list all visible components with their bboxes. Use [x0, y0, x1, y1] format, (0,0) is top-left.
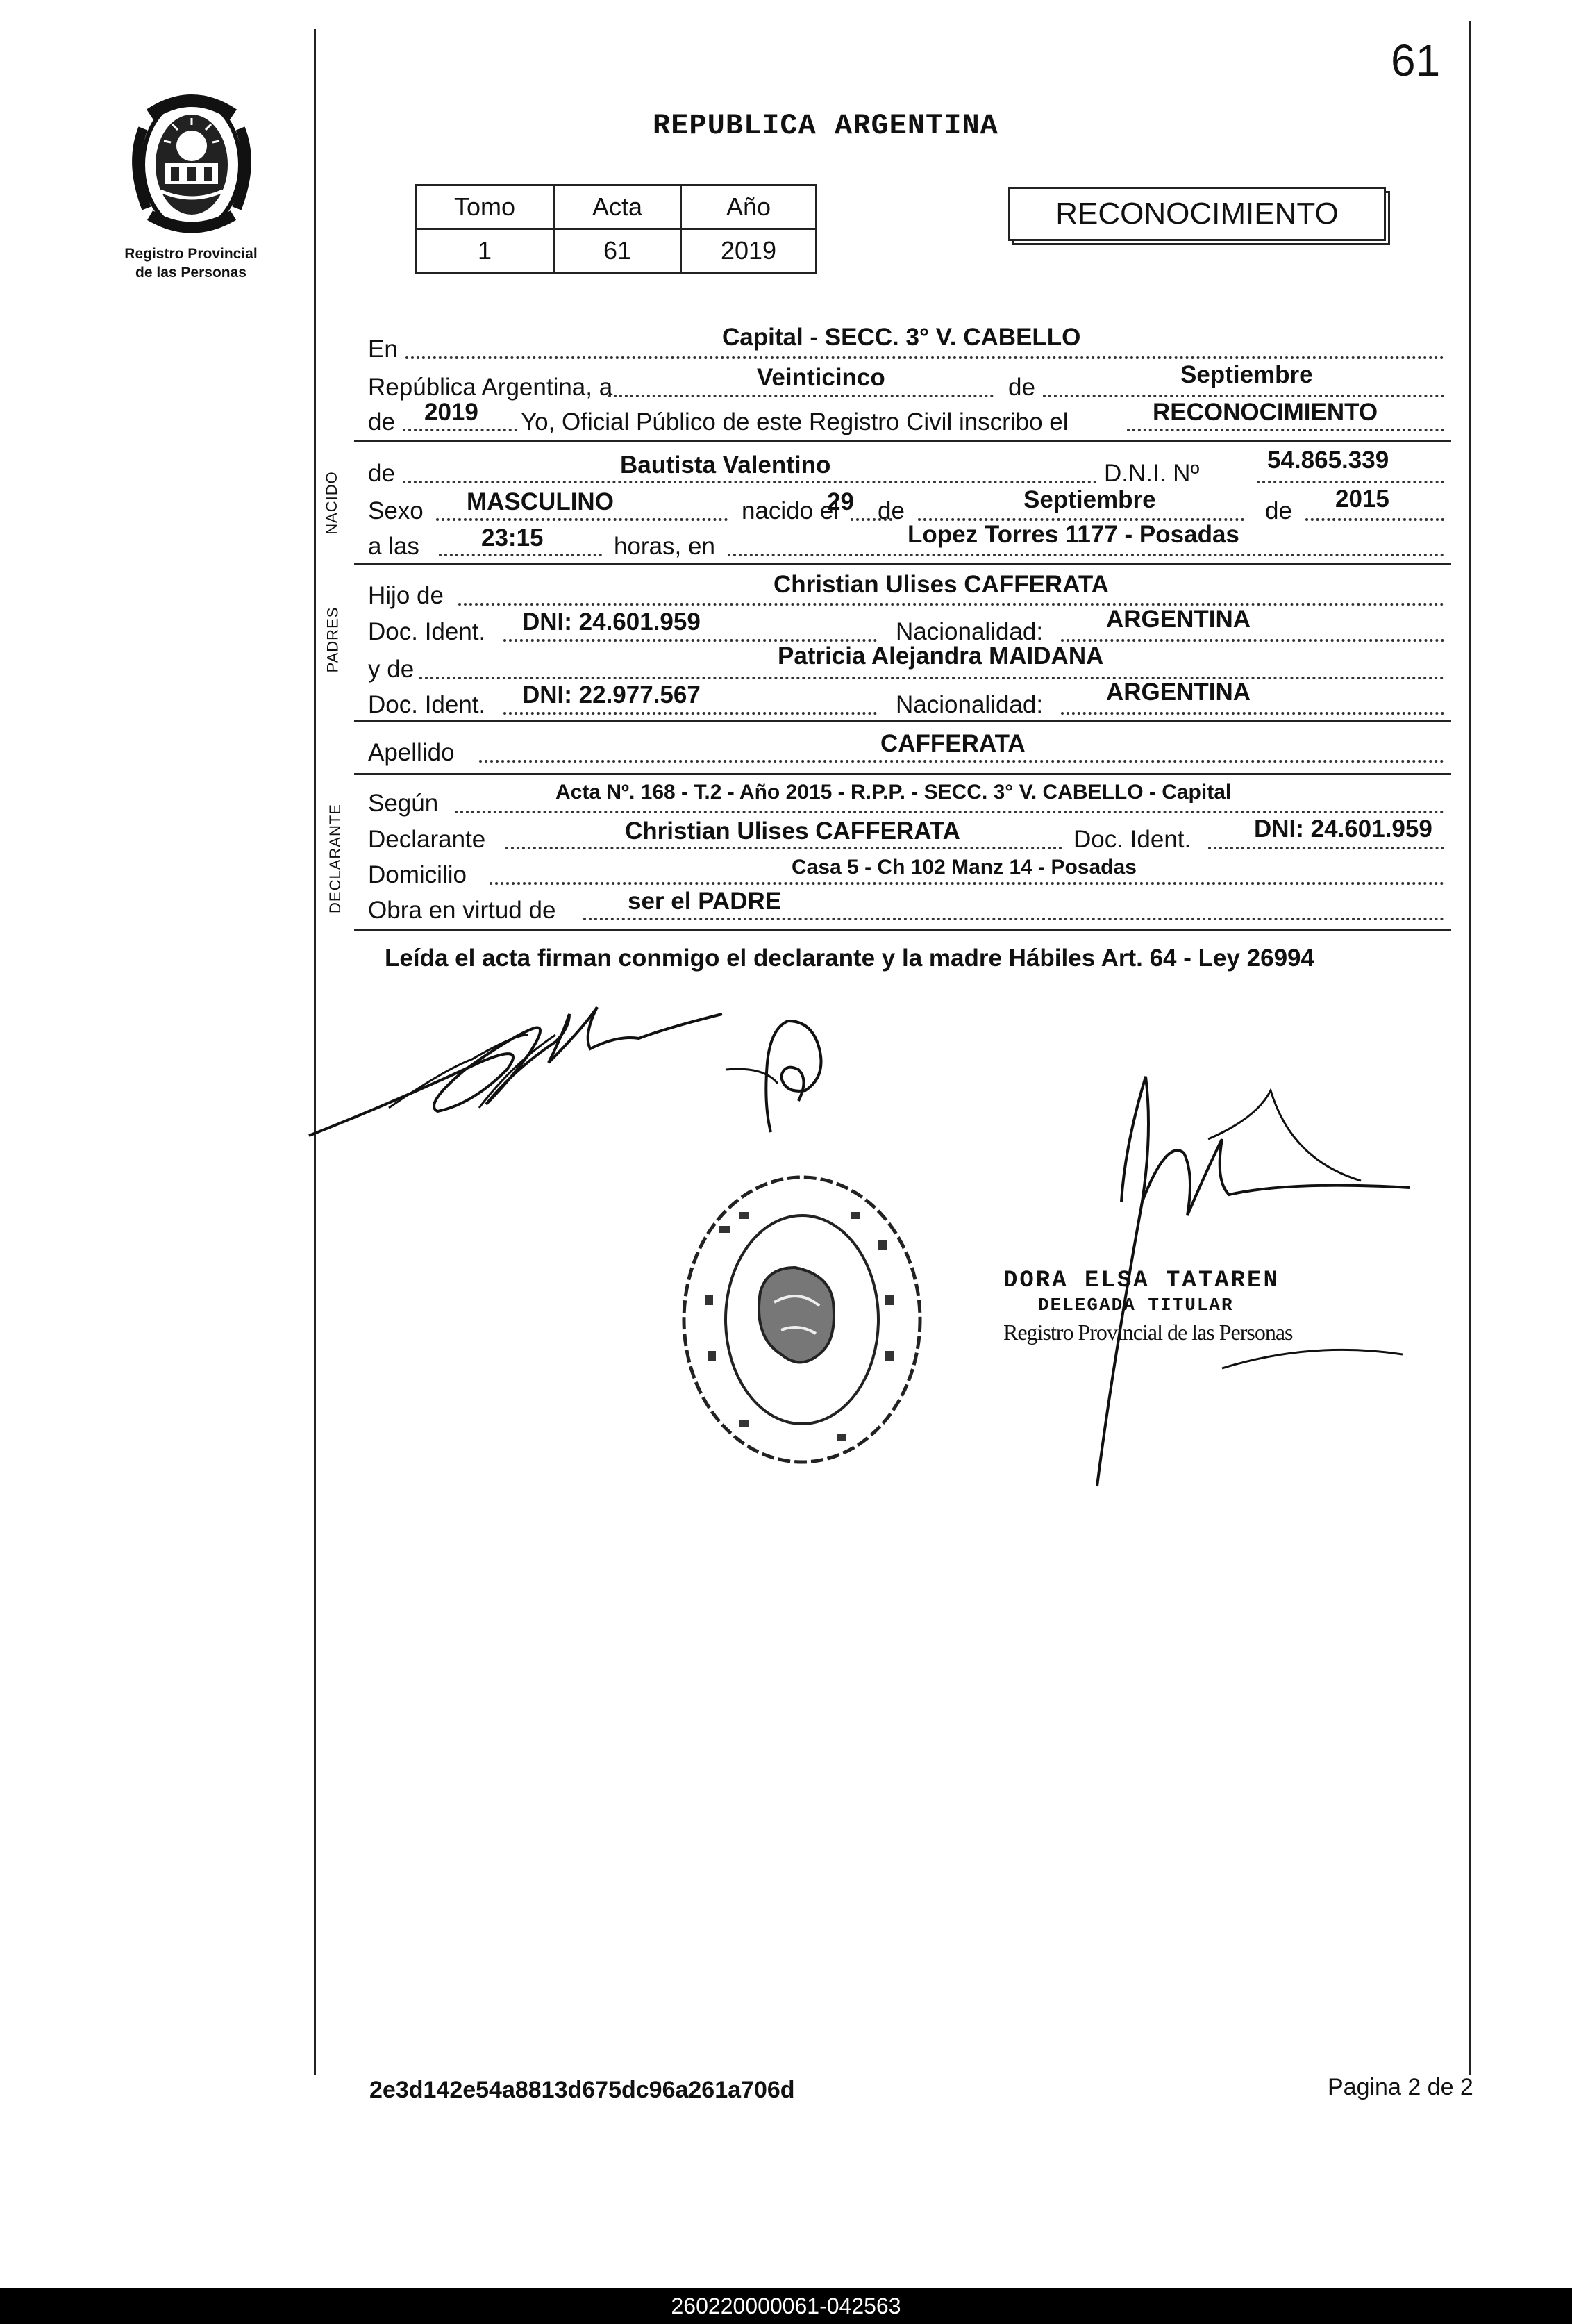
label-horas-en: horas, en	[614, 533, 715, 560]
value-padre-doc: DNI: 24.601.959	[522, 608, 701, 636]
value-nombre: Bautista Valentino	[620, 451, 831, 479]
side-label-nacido: NACIDO	[322, 471, 340, 535]
dots-sexo	[436, 518, 728, 521]
value-en: Capital - SECC. 3° V. CABELLO	[722, 324, 1081, 351]
value-acta: 61	[554, 229, 681, 273]
dots-month	[1043, 395, 1444, 397]
value-inscribo: RECONOCIMIENTO	[1153, 399, 1378, 426]
value-birth-day: 29	[827, 488, 854, 515]
label-de5: de	[1265, 497, 1292, 524]
dots-padre-doc	[503, 639, 877, 642]
value-anio: 2019	[681, 229, 817, 273]
dots-day	[608, 395, 994, 397]
right-margin-line	[1469, 21, 1471, 2075]
value-sexo: MASCULINO	[467, 488, 614, 515]
province-seal-icon	[122, 87, 261, 240]
separator-3	[354, 720, 1451, 722]
dots-year	[403, 429, 517, 431]
barcode-id: 260220000061-042563	[671, 2293, 901, 2318]
official-role: DELEGADA TITULAR	[1038, 1295, 1234, 1315]
label-nacionalidad2: Nacionalidad:	[896, 691, 1044, 718]
dots-padre-nac	[1061, 639, 1444, 642]
dots-dni	[1257, 481, 1444, 483]
dots-domicilio	[490, 882, 1444, 885]
declarant-signature	[306, 986, 736, 1146]
label-hijo-de: Hijo de	[368, 582, 444, 609]
registry-logo	[122, 87, 261, 240]
label-domicilio: Domicilio	[368, 861, 467, 888]
label-apellido: Apellido	[368, 739, 455, 766]
separator-4	[354, 773, 1451, 775]
register-table-values	[416, 229, 817, 273]
separator-5	[354, 929, 1451, 931]
label-obra: Obra en virtud de	[368, 897, 556, 924]
dots-nombre	[403, 481, 1097, 483]
barcode-id-bar	[0, 2288, 1572, 2324]
label-nacido-el: nacido el	[742, 497, 839, 524]
header-tomo: Tomo	[416, 185, 554, 229]
dots-madre-doc	[503, 712, 877, 715]
value-declarante-doc: DNI: 24.601.959	[1254, 815, 1432, 843]
value-lugar: Lopez Torres 1177 - Posadas	[908, 521, 1239, 548]
label-a-las: a las	[368, 533, 419, 560]
value-hora: 23:15	[481, 524, 544, 551]
value-day: Veinticinco	[757, 364, 885, 391]
label-y-de: y de	[368, 656, 415, 683]
dots-padre	[458, 603, 1444, 606]
dots-hora	[439, 554, 602, 556]
label-de: de	[1008, 374, 1035, 401]
document-hash: 2e3d142e54a8813d675dc96a261a706d	[369, 2077, 795, 2103]
value-birth-year: 2015	[1335, 485, 1389, 513]
dots-declarante	[505, 847, 1062, 849]
dots-obra	[583, 918, 1444, 920]
value-obra: ser el PADRE	[628, 888, 782, 915]
act-type-box: RECONOCIMIENTO	[1008, 187, 1386, 241]
register-table	[415, 184, 817, 274]
label-sexo: Sexo	[368, 497, 424, 524]
mother-signature	[722, 1000, 861, 1139]
value-domicilio: Casa 5 - Ch 102 Manz 14 - Posadas	[792, 856, 1137, 879]
logo-caption-line1: Registro Provincial	[124, 246, 258, 262]
official-office: Registro Provincial de las Personas	[1003, 1320, 1293, 1345]
value-padre-nac: ARGENTINA	[1106, 606, 1251, 633]
separator-1	[354, 440, 1451, 442]
value-madre-doc: DNI: 22.977.567	[522, 681, 701, 708]
official-name: DORA ELSA TATAREN	[1003, 1268, 1280, 1294]
label-doc-ident2: Doc. Ident.	[368, 691, 486, 718]
logo-caption	[104, 244, 278, 282]
header-anio: Año	[681, 185, 817, 229]
value-madre-nac: ARGENTINA	[1106, 679, 1251, 706]
value-tomo: 1	[416, 229, 554, 273]
side-label-declarante: DECLARANTE	[326, 804, 344, 913]
label-nacionalidad: Nacionalidad:	[896, 618, 1044, 645]
label-de3: de	[368, 460, 395, 487]
label-yo: Yo, Oficial Público de este Registro Civil inscribo el	[521, 408, 1069, 435]
value-padre: Christian Ulises CAFFERATA	[774, 571, 1109, 598]
page-number: 61	[1391, 35, 1441, 85]
value-dni: 54.865.339	[1267, 447, 1389, 474]
value-birth-month: Septiembre	[1023, 486, 1156, 513]
pagination: Pagina 2 de 2	[1328, 2074, 1473, 2100]
dots-en	[405, 356, 1444, 359]
value-declarante: Christian Ulises CAFFERATA	[625, 817, 960, 845]
value-year: 2019	[424, 399, 478, 426]
dots-madre	[419, 677, 1444, 679]
label-republica: República Argentina, a	[368, 374, 613, 401]
country-title: REPUBLICA ARGENTINA	[653, 109, 998, 142]
dots-segun	[455, 811, 1444, 813]
dots-inscribo	[1127, 429, 1444, 431]
label-doc-ident3: Doc. Ident.	[1073, 826, 1191, 853]
label-de4: de	[878, 497, 905, 524]
register-table-header	[416, 185, 817, 229]
official-stamp	[677, 1170, 927, 1476]
header-acta: Acta	[554, 185, 681, 229]
label-dni: D.N.I. Nº	[1104, 460, 1200, 487]
label-doc-ident: Doc. Ident.	[368, 618, 486, 645]
dots-apellido	[479, 760, 1444, 763]
dots-declarante-doc	[1208, 847, 1444, 849]
label-de2: de	[368, 408, 395, 435]
dots-madre-nac	[1061, 712, 1444, 715]
dots-birth-year	[1305, 518, 1444, 521]
value-month: Septiembre	[1180, 361, 1313, 388]
separator-2	[354, 563, 1451, 565]
value-apellido: CAFFERATA	[880, 730, 1026, 757]
dots-lugar	[728, 554, 1444, 556]
value-segun: Acta Nº. 168 - T.2 - Año 2015 - R.P.P. - SECC. 3° V. CABELLO - Capital	[555, 781, 1232, 804]
label-declarante: Declarante	[368, 826, 486, 853]
label-segun: Según	[368, 790, 439, 817]
side-label-padres: PADRES	[324, 606, 342, 673]
label-en: En	[368, 335, 398, 363]
value-madre: Patricia Alejandra MAIDANA	[778, 642, 1104, 670]
logo-caption-line2: de las Personas	[135, 265, 246, 281]
closing-text: Leída el acta firman conmigo el declarante y la madre Hábiles Art. 64 - Ley 26994	[385, 945, 1314, 972]
